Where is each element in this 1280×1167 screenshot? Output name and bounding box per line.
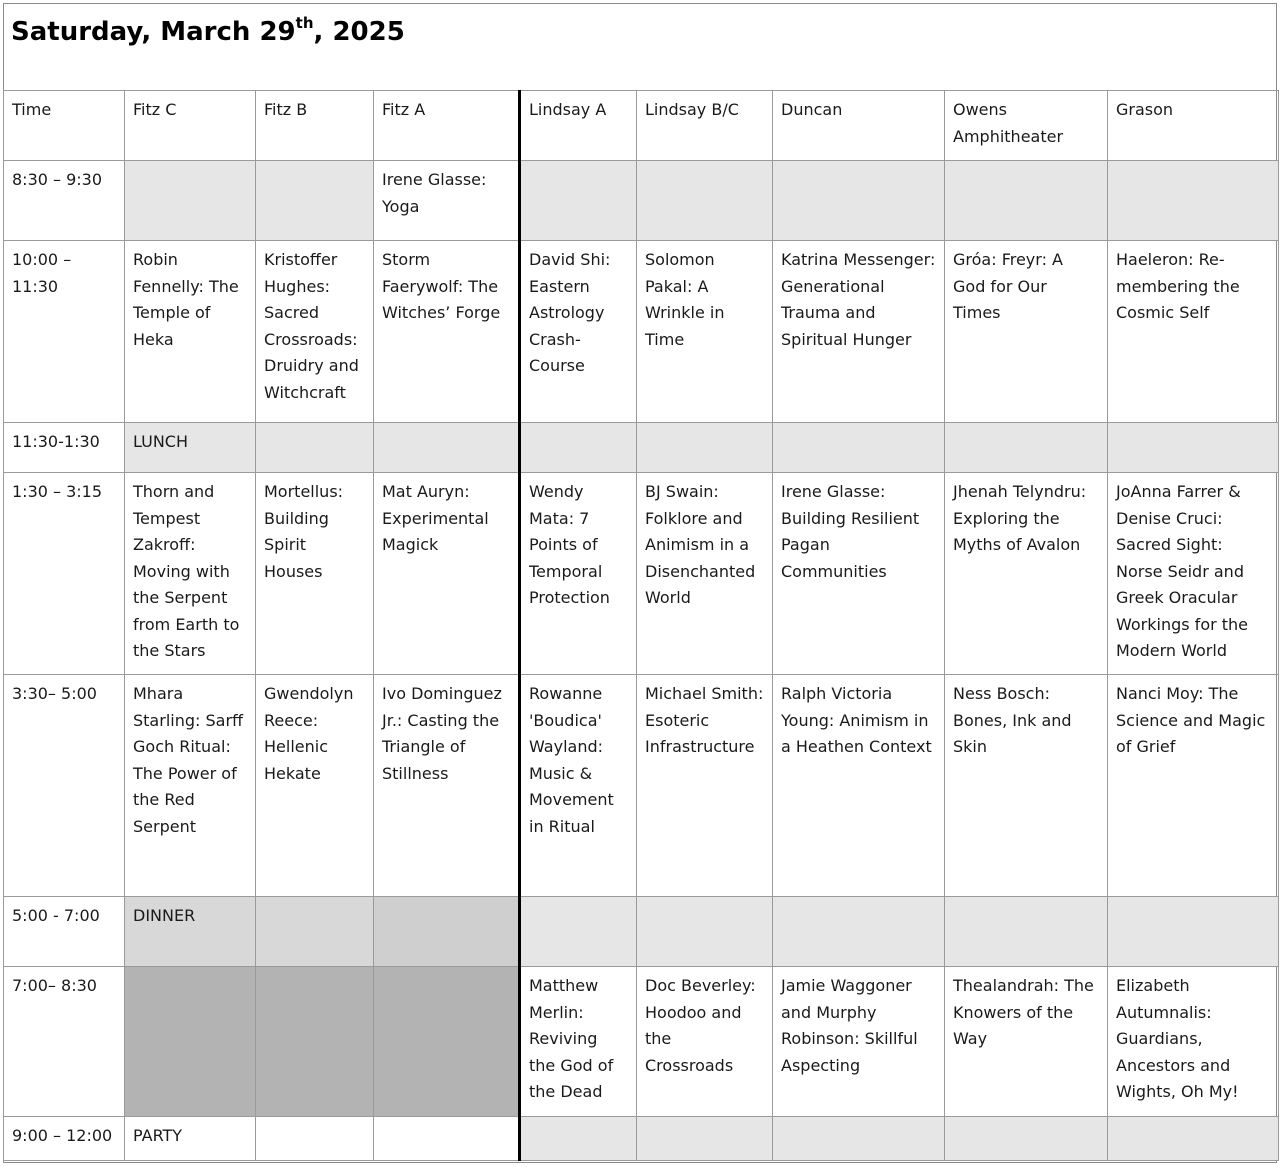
empty-cell	[773, 423, 945, 473]
header-lindsay-bc: Lindsay B/C	[637, 91, 773, 161]
empty-cell	[637, 1117, 773, 1161]
empty-cell	[520, 423, 637, 473]
session-cell: Thealandrah: The Knowers of the Way	[945, 967, 1108, 1117]
empty-cell	[945, 423, 1108, 473]
empty-cell	[520, 1117, 637, 1161]
session-cell: Elizabeth Autumnalis: Guardians, Ancestors and Wights, Oh My!	[1108, 967, 1279, 1117]
empty-cell	[1108, 1117, 1279, 1161]
session-cell: Wendy Mata: 7 Points of Temporal Protection	[520, 473, 637, 675]
session-cell: Ralph Victoria Young: Animism in a Heathen Context	[773, 675, 945, 897]
empty-cell	[945, 1117, 1108, 1161]
empty-cell	[773, 1117, 945, 1161]
session-cell: Kristoffer Hughes: Sacred Crossroads: Druidry and Witchcraft	[256, 241, 374, 423]
session-cell: Mat Auryn: Experimental Magick	[374, 473, 520, 675]
title-ordinal: th	[295, 14, 314, 32]
table-row	[4, 423, 1279, 473]
header-time: Time	[4, 91, 125, 161]
empty-cell	[374, 897, 520, 967]
session-cell: Irene Glasse: Yoga	[374, 161, 520, 241]
time-cell: 11:30-1:30	[4, 423, 125, 473]
empty-cell	[256, 423, 374, 473]
header-row	[4, 91, 1279, 161]
session-cell: Matthew Merlin: Reviving the God of the Dead	[520, 967, 637, 1117]
table-row	[4, 897, 1279, 967]
empty-cell	[374, 1117, 520, 1161]
page-title	[3, 3, 1277, 91]
empty-cell	[520, 161, 637, 241]
empty-cell	[374, 423, 520, 473]
empty-cell	[125, 967, 256, 1117]
session-cell: Gwendolyn Reece: Hellenic Hekate	[256, 675, 374, 897]
time-cell: 1:30 – 3:15	[4, 473, 125, 675]
empty-cell	[520, 897, 637, 967]
session-cell: Nanci Moy: The Science and Magic of Grief	[1108, 675, 1279, 897]
session-cell: Robin Fennelly: The Temple of Heka	[125, 241, 256, 423]
table-row	[4, 161, 1279, 241]
header-lindsay-a: Lindsay A	[520, 91, 637, 161]
empty-cell	[773, 897, 945, 967]
time-cell: 10:00 – 11:30	[4, 241, 125, 423]
header-duncan: Duncan	[773, 91, 945, 161]
table-row	[4, 241, 1279, 423]
header-fitz-b: Fitz B	[256, 91, 374, 161]
title-year: , 2025	[313, 17, 405, 47]
table-row	[4, 675, 1279, 897]
time-cell: 7:00– 8:30	[4, 967, 125, 1117]
empty-cell	[374, 967, 520, 1117]
session-cell: Rowanne 'Boudica' Wayland: Music & Movement in Ritual	[520, 675, 637, 897]
empty-cell	[256, 1117, 374, 1161]
empty-cell	[1108, 423, 1279, 473]
empty-cell	[945, 161, 1108, 241]
empty-cell	[637, 897, 773, 967]
time-cell: 3:30– 5:00	[4, 675, 125, 897]
session-cell: Irene Glasse: Building Resilient Pagan Communities	[773, 473, 945, 675]
session-cell: Ivo Dominguez Jr.: Casting the Triangle of Stillness	[374, 675, 520, 897]
empty-cell	[125, 161, 256, 241]
title-date: Saturday, March 29	[11, 17, 296, 47]
break-cell: PARTY	[125, 1117, 256, 1161]
session-cell: Storm Faerywolf: The Witches’ Forge	[374, 241, 520, 423]
empty-cell	[637, 161, 773, 241]
session-cell: Thorn and Tempest Zakroff: Moving with the Serpent from Earth to the Stars	[125, 473, 256, 675]
session-cell: Mhara Starling: Sarff Goch Ritual: The Power of the Red Serpent	[125, 675, 256, 897]
header-fitz-c: Fitz C	[125, 91, 256, 161]
session-cell: JoAnna Farrer & Denise Cruci: Sacred Sight: Norse Seidr and Greek Oracular Workings for the Modern World	[1108, 473, 1279, 675]
header-grason: Grason	[1108, 91, 1279, 161]
empty-cell	[1108, 897, 1279, 967]
schedule-table	[3, 90, 1279, 1161]
empty-cell	[256, 897, 374, 967]
session-cell: Michael Smith: Esoteric Infrastructure	[637, 675, 773, 897]
session-cell: BJ Swain: Folklore and Animism in a Disenchanted World	[637, 473, 773, 675]
time-cell: 5:00 - 7:00	[4, 897, 125, 967]
empty-cell	[773, 161, 945, 241]
break-cell: DINNER	[125, 897, 256, 967]
time-cell: 8:30 – 9:30	[4, 161, 125, 241]
session-cell: Ness Bosch: Bones, Ink and Skin	[945, 675, 1108, 897]
table-row	[4, 967, 1279, 1117]
table-row	[4, 473, 1279, 675]
header-fitz-a: Fitz A	[374, 91, 520, 161]
session-cell: Doc Beverley: Hoodoo and the Crossroads	[637, 967, 773, 1117]
session-cell: Haeleron: Re-membering the Cosmic Self	[1108, 241, 1279, 423]
header-owens: Owens Amphitheater	[945, 91, 1108, 161]
session-cell: Katrina Messenger: Generational Trauma and Spiritual Hunger	[773, 241, 945, 423]
break-cell: LUNCH	[125, 423, 256, 473]
session-cell: David Shi: Eastern Astrology Crash-Course	[520, 241, 637, 423]
empty-cell	[256, 967, 374, 1117]
session-cell: Gróa: Freyr: A God for Our Times	[945, 241, 1108, 423]
empty-cell	[1108, 161, 1279, 241]
session-cell: Mortellus: Building Spirit Houses	[256, 473, 374, 675]
session-cell: Jhenah Telyndru: Exploring the Myths of Avalon	[945, 473, 1108, 675]
empty-cell	[256, 161, 374, 241]
session-cell: Jamie Waggoner and Murphy Robinson: Skillful Aspecting	[773, 967, 945, 1117]
table-row	[4, 1117, 1279, 1161]
session-cell: Solomon Pakal: A Wrinkle in Time	[637, 241, 773, 423]
empty-cell	[637, 423, 773, 473]
empty-cell	[945, 897, 1108, 967]
time-cell: 9:00 – 12:00	[4, 1117, 125, 1161]
